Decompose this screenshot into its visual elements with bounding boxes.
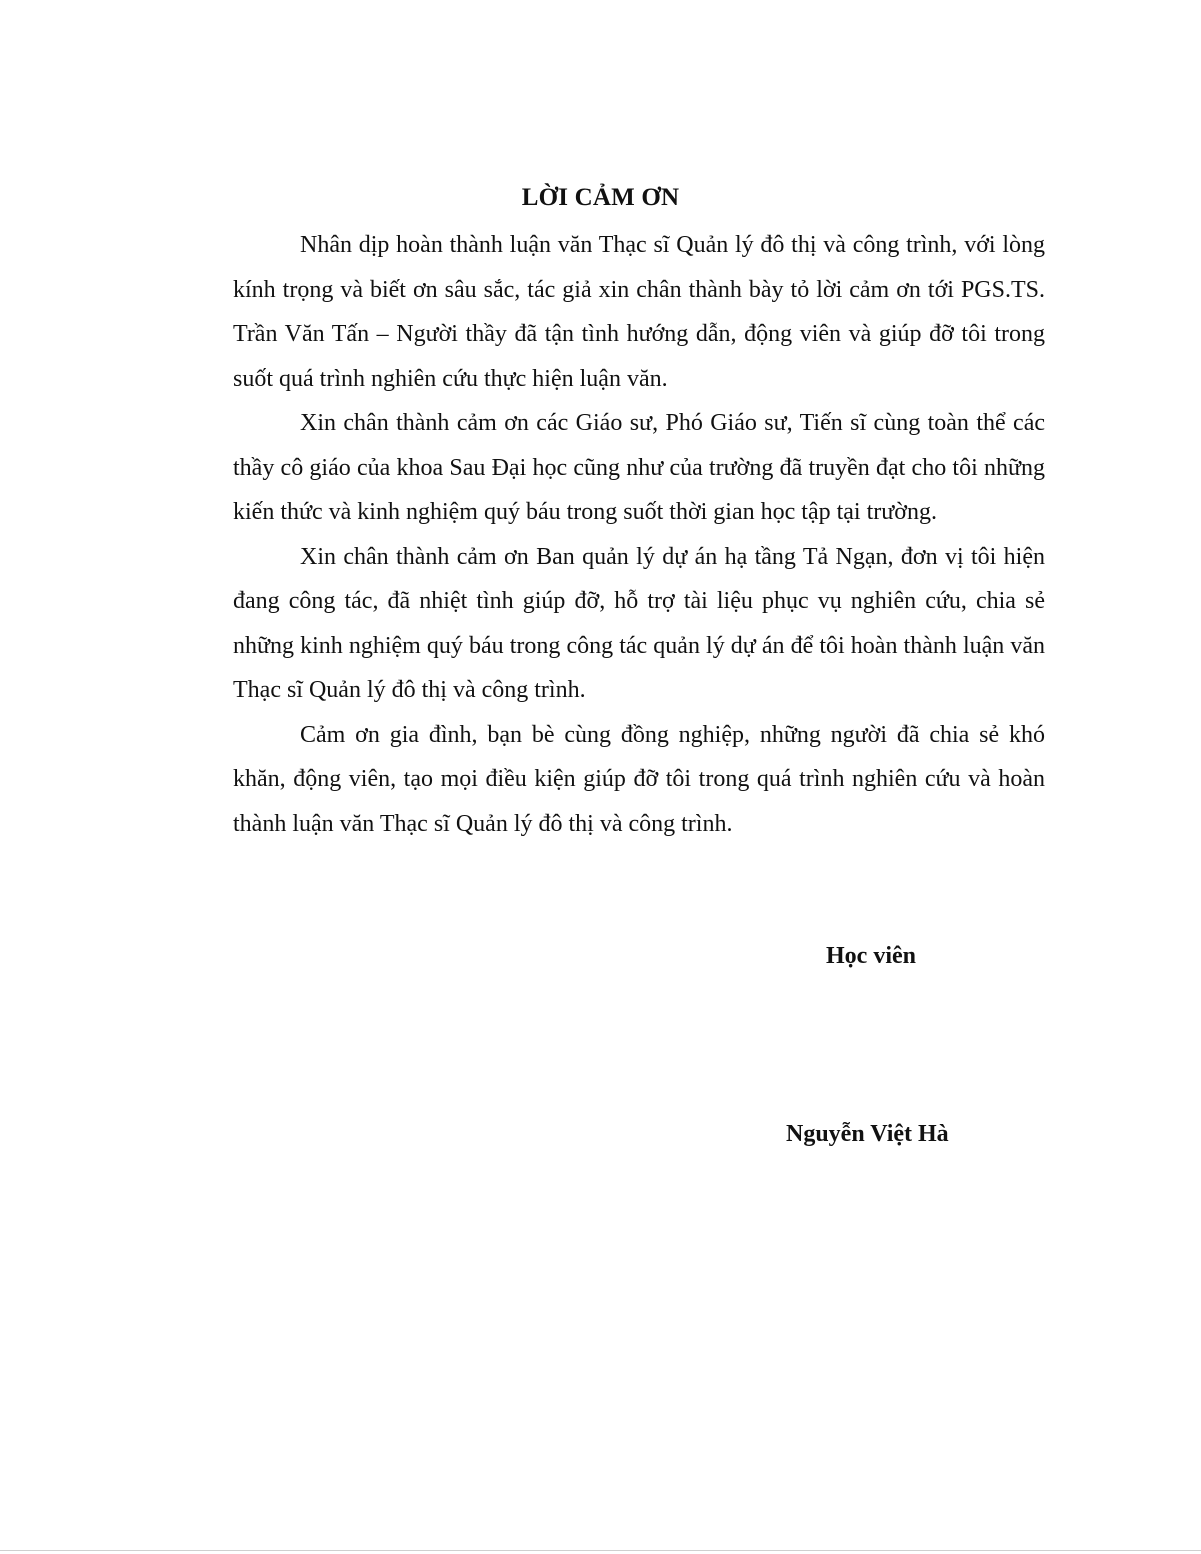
page-title: LỜI CẢM ƠN: [521, 184, 680, 211]
paragraph-1: Nhân dịp hoàn thành luận văn Thạc sĩ Quản lý đô thị và công trình, với lòng kính trọng và biết ơn sâu sắc, tác giả xin chân thành bày tỏ lời cảm ơn tới PGS.TS. Trần Văn Tấn – Người thầy đã tận tình hướng dẫn, động viên và giúp đỡ tôi trong suốt quá trình nghiên cứu thực hiện luận văn.: [233, 232, 1045, 392]
paragraph-3: Xin chân thành cảm ơn Ban quản lý dự án hạ tầng Tả Ngạn, đơn vị tôi hiện đang công tác, đã nhiệt tình giúp đỡ, hỗ trợ tài liệu phục vụ nghiên cứu, chia sẻ những kinh nghiệm quý báu trong công tác quản lý dự án để tôi hoàn thành luận văn Thạc sĩ Quản lý đô thị và công trình.: [233, 543, 1045, 703]
paragraph-4: Cảm ơn gia đình, bạn bè cùng đồng nghiệp, những người đã chia sẻ khó khăn, động viên, tạo mọi điều kiện giúp đỡ tôi trong quá trình nghiên cứu và hoàn thành luận văn Thạc sĩ Quản lý đô thị và công trình.: [233, 721, 1045, 837]
page-bottom-divider: [0, 1550, 1201, 1551]
acknowledgement-body: [233, 223, 1045, 846]
signer-role: Học viên: [826, 943, 916, 969]
signer-name: Nguyễn Việt Hà: [786, 1121, 949, 1147]
paragraph-2: Xin chân thành cảm ơn các Giáo sư, Phó Giáo sư, Tiến sĩ cùng toàn thể các thầy cô giáo của khoa Sau Đại học cũng như của trường đã truyền đạt cho tôi những kiến thức và kinh nghiệm quý báu trong suốt thời gian học tập tại trường.: [233, 410, 1045, 525]
